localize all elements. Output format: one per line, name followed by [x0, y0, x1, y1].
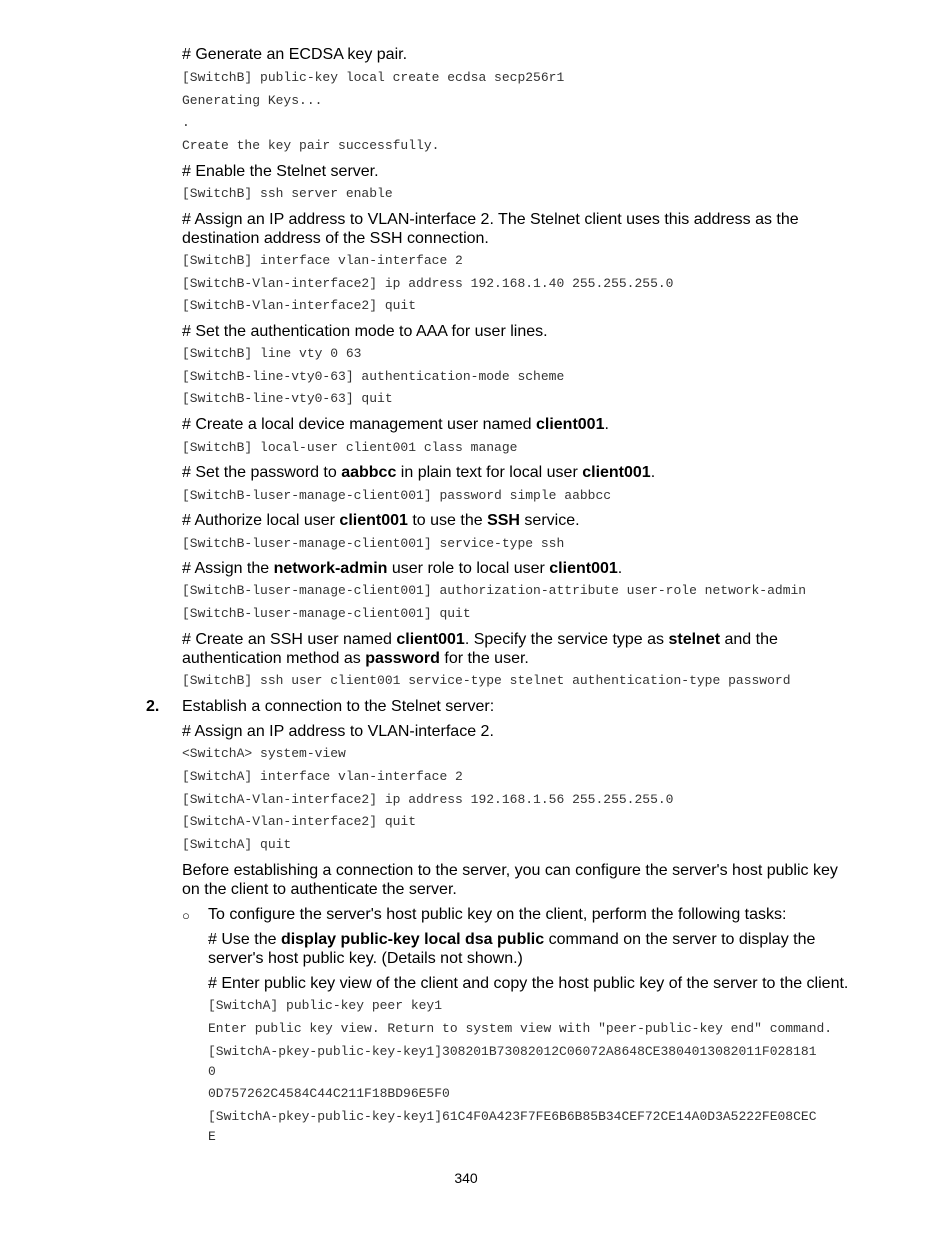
- instruction-comment: # Generate an ECDSA key pair.: [182, 46, 408, 63]
- code-line: E: [208, 1129, 216, 1144]
- instruction-comment: # Use the display public-key local dsa public command on the server to display the: [208, 931, 816, 948]
- code-line: Create the key pair successfully.: [182, 138, 440, 153]
- code-line: [SwitchB-Vlan-interface2] quit: [182, 298, 417, 313]
- code-line: [SwitchA] interface vlan-interface 2: [182, 769, 463, 784]
- instruction-comment-cont: destination address of the SSH connection.: [182, 230, 489, 247]
- code-line: [SwitchB] ssh server enable: [182, 186, 393, 201]
- step-number: 2.: [146, 698, 160, 715]
- instruction-comment: # Enable the Stelnet server.: [182, 163, 379, 180]
- code-line: 0: [208, 1064, 216, 1079]
- instruction-comment: # Create a local device management user named client001.: [182, 416, 609, 433]
- code-line: [SwitchB-line-vty0-63] authentication-mode scheme: [182, 369, 565, 384]
- code-line: [SwitchA-pkey-public-key-key1]308201B73082012C06072A8648CE3804013082011F028181: [208, 1044, 817, 1059]
- code-line: <SwitchA> system-view: [182, 746, 346, 761]
- code-line: 0D757262C4584C44C211F18BD96E5F0: [208, 1086, 450, 1101]
- page-number: 340: [454, 1170, 478, 1186]
- code-line: [SwitchA] public-key peer key1: [208, 998, 443, 1013]
- bullet-text: To configure the server's host public key on the client, perform the following tasks:: [208, 906, 787, 923]
- paragraph-text-cont: on the client to authenticate the server.: [182, 881, 457, 898]
- instruction-comment: # Set the authentication mode to AAA for user lines.: [182, 323, 548, 340]
- code-line: [SwitchB-luser-manage-client001] service-type ssh: [182, 536, 565, 551]
- instruction-comment: # Authorize local user client001 to use the SSH service.: [182, 512, 580, 529]
- code-line: [SwitchB-Vlan-interface2] ip address 192.168.1.40 255.255.255.0: [182, 276, 674, 291]
- code-line: [SwitchB-luser-manage-client001] quit: [182, 606, 471, 621]
- code-line: .: [182, 115, 190, 130]
- code-line: [SwitchA] quit: [182, 837, 292, 852]
- code-line: [SwitchB] line vty 0 63: [182, 346, 362, 361]
- code-line: [SwitchA-pkey-public-key-key1]61C4F0A423F7FE6B6B85B34CEF72CE14A0D3A5222FE08CEC: [208, 1109, 817, 1124]
- instruction-comment: # Assign an IP address to VLAN-interface 2.: [182, 723, 494, 740]
- paragraph-text: Before establishing a connection to the server, you can configure the server's host public key: [182, 862, 838, 879]
- instruction-comment: # Enter public key view of the client and copy the host public key of the server to the client.: [208, 975, 849, 992]
- code-line: [SwitchB] local-user client001 class manage: [182, 440, 518, 455]
- step-text: Establish a connection to the Stelnet server:: [182, 698, 495, 715]
- instruction-comment: # Create an SSH user named client001. Specify the service type as stelnet and the: [182, 631, 778, 648]
- instruction-comment-cont: authentication method as password for the user.: [182, 650, 529, 667]
- code-line: Enter public key view. Return to system view with "peer-public-key end" command.: [208, 1021, 833, 1036]
- instruction-comment: # Assign the network-admin user role to local user client001.: [182, 560, 623, 577]
- bullet-marker: ○: [182, 908, 190, 923]
- code-line: [SwitchB-luser-manage-client001] password simple aabbcc: [182, 488, 612, 503]
- code-line: [SwitchB-luser-manage-client001] authorization-attribute user-role network-admin: [182, 583, 807, 598]
- code-line: [SwitchB] public-key local create ecdsa secp256r1: [182, 70, 565, 85]
- instruction-comment: # Assign an IP address to VLAN-interface 2. The Stelnet client uses this address as the: [182, 211, 799, 228]
- code-line: [SwitchB] interface vlan-interface 2: [182, 253, 463, 268]
- code-line: [SwitchA-Vlan-interface2] quit: [182, 814, 417, 829]
- instruction-comment: # Set the password to aabbcc in plain text for local user client001.: [182, 464, 656, 481]
- code-line: [SwitchA-Vlan-interface2] ip address 192.168.1.56 255.255.255.0: [182, 792, 674, 807]
- instruction-comment-cont: server's host public key. (Details not shown.): [208, 950, 523, 967]
- code-line: [SwitchB] ssh user client001 service-type stelnet authentication-type password: [182, 673, 791, 688]
- code-line: [SwitchB-line-vty0-63] quit: [182, 391, 393, 406]
- code-line: Generating Keys...: [182, 93, 323, 108]
